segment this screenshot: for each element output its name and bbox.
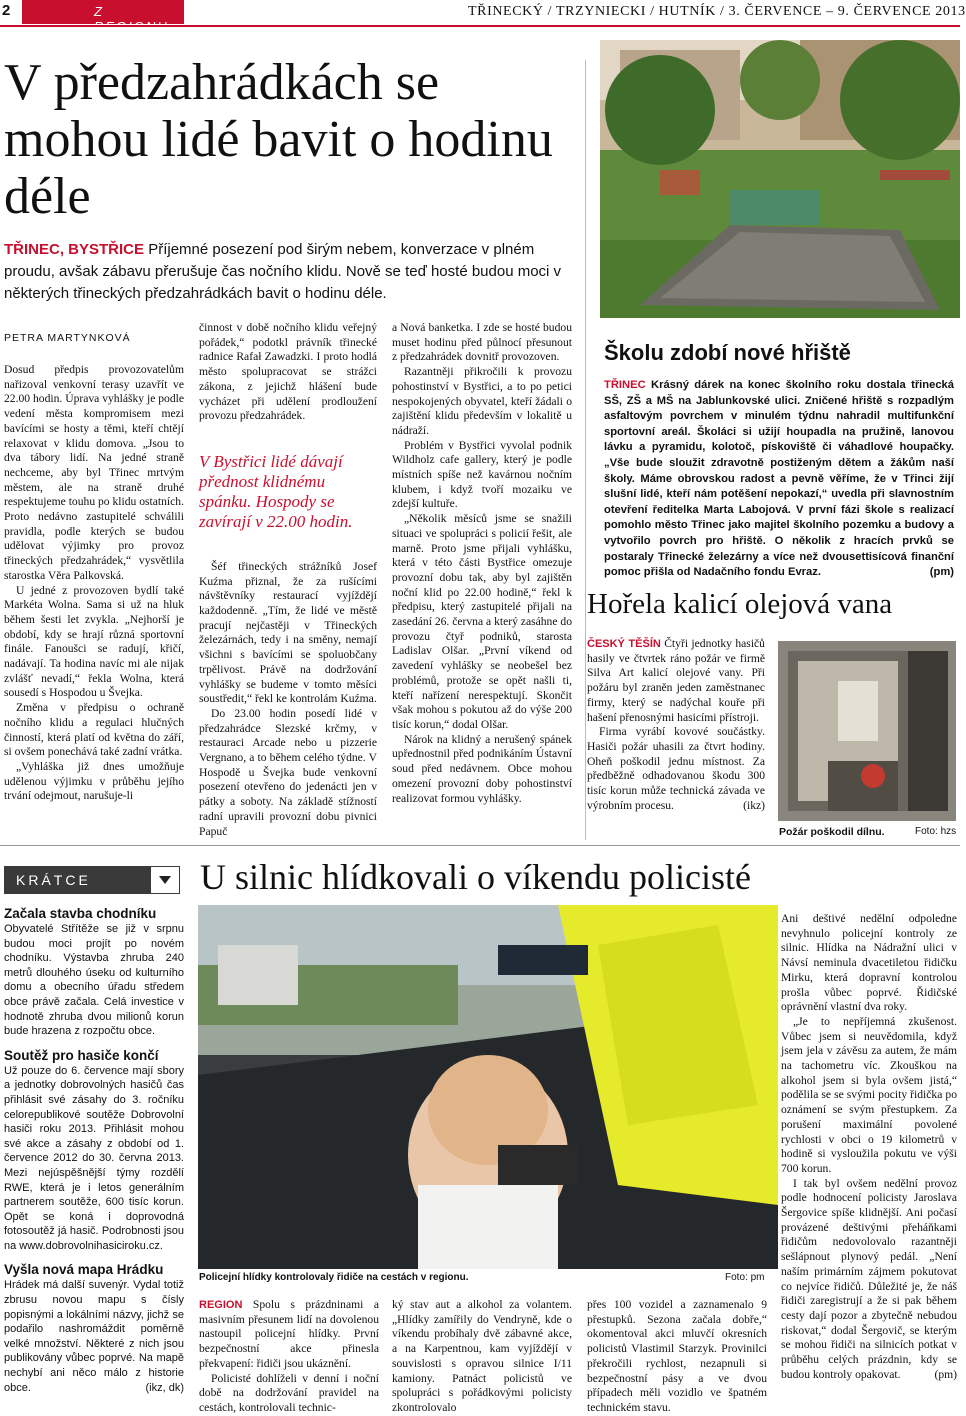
kratce-item (4, 905, 184, 1039)
kratce-item (4, 1261, 184, 1395)
police-col-1 (199, 1298, 379, 1413)
oil-credit: Foto: hzs (915, 826, 957, 837)
paragraph (781, 1177, 957, 1383)
lead-place: TŘINEC, BYSTŘICE (4, 241, 145, 258)
kratce-item-title: Vyšla nová mapa Hrádku (4, 1262, 164, 1278)
paragraph: a Nová banketka. I zde se hosté budou muset hodinu před půlnocí přesunout z předzahrádek dovnitř provozoven. (392, 321, 572, 364)
paragraph: „Je to nepříjemná zkušenost. Vůbec jsem si neuvědomila, když jsem jela v závěsu za autem, že mám na tachometru víc. Zkouškou na alkohol jsem si byla ovšem jistá,“ podělila se se svými pocity řidička po oznámení se svým přestupkem. Za porušení maximální povolené rychlosti v obci o 19 kilometrů v hodině si vysloužila pokutu ve výši 700 korun. (781, 1014, 957, 1175)
paragraph: Razantněji přikročili k provozu pohostinství v Bystřici, a to po petici nespokojených obyvatel, kteří žádali o zajištění klidu především v lokalitě u nádraží. (392, 365, 572, 437)
police-credit: Foto: pm (725, 1272, 765, 1283)
page-number: 2 (2, 2, 11, 19)
oil-place: ČESKÝ TĚŠÍN (587, 638, 661, 650)
section-rule (0, 845, 960, 846)
masthead: TŘINECKÝ / TRZYNIECKI / HUTNÍK / 3. ČERVENCE – 9. ČERVENCE 2013 (468, 4, 966, 19)
paragraph: Policisté dohlíželi v denní i noční době na dodržování pravidel na cestách, kontrolovali technic- (199, 1371, 379, 1414)
main-col-2 (199, 321, 377, 841)
school-headline: Školu zdobí nové hřiště (604, 340, 851, 365)
paragraph: Nárok na klidný a nerušený spánek upřednostnil před podnikáním Ústavní soud před nedávnem. Obce mohou omezení provozní doby pohostinství realizovat formou vyhlášky. (392, 732, 572, 805)
kratce-item-text: Obyvatelé Střítěže se již v srpnu budou moci projít po novém chodníku. Výstavba zhruba 240 metrů dlouhého úseku od kulturního domu a obecního úřadu středem obce právě začala. Celá investice v hodnotě zhruba dvou milionů korun bude hrazena z rozpočtu obce. (4, 923, 184, 1038)
paragraph (587, 725, 765, 813)
paragraph: Do 23.00 hodin posedí lidé v předzahrádce Slezské krčmy, v restauraci Arcade nebo u pizzerie Vergnano, a to během celého týdne. V Hospodě u Švejka bude venkovní posezení otevřeno do jedenácti jen v pátky a soboty. Na základě stížností radní upravili provozní dobu pivnici Papuč (199, 706, 377, 838)
paragraph (199, 1298, 379, 1372)
school-sign: (pm) (929, 566, 954, 579)
paragraph: ký stav aut a alkohol za volantem. „Hlídky zamířily do Vendryně, kde o víkendu probíhaly dvě zábavné akce, a na Karpentnou, kam vyjíždějí v souvislosti s opravou silnice I/11 kamiony. Patnáct policistů ve spolupráci s pořádkovými policisty zkontrolovalo (392, 1298, 572, 1414)
police-image (198, 905, 778, 1269)
oil-sign: (ikz) (743, 798, 765, 812)
kratce-sign: (ikz, dk) (145, 1381, 184, 1394)
school-text (604, 378, 954, 579)
playground-image (600, 40, 960, 318)
paragraph: Problém v Bystřici vyvolal podnik Wildholz cafe gallery, který je podle místních spíše než kavárnou nočním klubem, i když tvoří mozaiku ve zdejší kultuře. (392, 438, 572, 511)
paragraph: U jedné z provozoven bydlí také Markéta Wolna. Sama si už na hluk během šesti let zvykla. „Nejhorší je období, kdy se hrají různá sportovní finále. Fanoušci se radují, křičí, nadávají. Ta hodina navíc mi ale nijak zvlášť nevadí,“ řekla Wolna, která sousedí s Hospodou u Švejka. (4, 583, 184, 700)
police-body: Spolu s prázdninami a masivním přesunem lidí na dovolenou nastoupil policejní hlídky. První bezpečnostní akce přinesla překvapení: řidiči jsou ukáznění. (199, 1298, 379, 1370)
paragraph: Změna v předpisu o ochraně nočního klidu a regulaci hlučných činností, která platí od května do září, si ovšem ponechává také zadní vrátka. (4, 701, 184, 759)
kratce-item-text: Už pouze do 6. července mají sbory a jednotky dobrovolných hasičů čas přihlásit své zásahy do 3. ročníku celorepublikové soutěže Dobrovolní hasiči roku 2013. Přihlásit mohou své akce a zásahy z období od 1. července 2012 do 30. června 2013. Mezi nejúspěšnější týmy rozdělí RWE, která je i letos generálním partnerem soutěže, 600 tisíc korun. Opět se koná i doprovodná fotosoutěž já hasič. Podrobnosti jsou na www.dobrovolnihasiciroku.cz. (4, 1064, 184, 1252)
school-body: Krásný dárek na konec školního roku dostala třinecká SŠ, ZŠ a MŠ na Jablunkovské ulici. Zničené hřiště s rozpadlým asfaltovým povrchem v minulém týdnu nahradil multifunkční sportovní areál. Školáci si užijí houpadla na pružině, lanovou lávku a pyramidu, kolotoč, pískoviště či váhadlové houpačky. „Vše bude sloužit zdravotně postiženým dětem a žákům naší školy. Máme obrovskou radost a pevně věříme, že v Třinci žijí slušní lidé, kteří nám potěšení nepokazí,“ uvedla při slavnostním otevření ředitelka Marta Labojová. V první fázi škole s realizací pomohlo město Třinec jako majitel školního pozemku a budovy a vytvořilo povrch pro hřiště. O několik z hracích prvků se postaraly Třinecké železárny a více než dvousettisícová finanční pomoc přišla od Nadačního fondu Evraz. (604, 379, 954, 579)
oil-text (587, 637, 765, 841)
police-headline: U silnic hlídkovali o víkendu policisté (200, 857, 751, 897)
chevron-down-icon (150, 866, 180, 894)
paragraph: „Vyhláška již dnes umožňuje udělenou výjimku v průběhu jejího trvání odejmout, narušuje-li (4, 759, 184, 803)
paragraph: přes 100 vozidel a zaznamenalo 9 přestupků. Sezona začala dobře,“ okomentoval akci mluvčí okresních policistů Vlastimil Starzyk. Provinilci překročili rychlost, nezapnuli si bezpečnostní pásy a ve dvou případech měli vozidlo ve špatném technickém stavu. (587, 1298, 767, 1414)
header-rule (0, 25, 960, 27)
oil-photo (778, 641, 956, 821)
paragraph: činnost v době nočního klidu veřejný pořádek,“ podotkl právník třinecké radnice Rafał Zawadzki. I proto hodlá město spolupracovat se strážci zákona, z jejichž hlášení bude vycházet při udělení prodloužení provozu předzahrádek. (199, 321, 377, 423)
paragraph: Ani deštivé nedělní odpoledne nevyhnulo policejní kontroly ze silnic. Hlídka na Nádražní ulici v Návsí neminula dvacetiletou řidičku Mirku, která dopravní kontrolou prošla vůbec poprvé. Řidičské oprávnění vlastní dva roky. (781, 912, 957, 1014)
oil-caption: Požár poškodil dílnu. (779, 826, 885, 838)
lead-text: Příjemné posezení pod širým nebem, konverzace v plném proudu, avšak zábavu přerušuje čas nočního klidu. Nově se teď hosté budou moci v některých třineckých předzahrádkách bavit o hodinu déle. (4, 241, 562, 302)
kratce-item-title: Začala stavba chodníku (4, 906, 157, 921)
police-sign: (pm) (934, 1367, 957, 1381)
kratce-item-title: Soutěž pro hasiče končí (4, 1047, 159, 1063)
police-right-col (781, 912, 957, 1412)
oil-body: Čtyři jednotky hasičů hasily ve čtvrtek ráno požár ve firmě Silva Art kalicí olejové vany. Při požáru byl zraněn jeden zaměstnanec firmy, který se nadýchal kouře při hašení přenosnými hasicími přístroji. (587, 637, 765, 724)
pull-quote: V Bystřici lidé dávají přednost klidnému spánku. Hospody se zavírají v 22.00 hodin. (199, 451, 353, 531)
author-byline: PETRA MARTYNKOVÁ (4, 332, 131, 344)
main-col-3 (392, 321, 572, 841)
kratce-header (4, 866, 180, 894)
kratce-list (4, 905, 184, 1413)
kratce-item (4, 1047, 184, 1254)
paragraph: Dosud předpis provozovatelům nařizoval venkovní terasy uzavřít ve 22.00 hodin. Úprava vyhlášky je podle vedení města kompromisem mezi bavícími se hosty a těmi, kteří chtějí relaxovat v klidu domova. „Jsou to dva tábory lidí. Na jedné straně nechceme, aby byl Třinec mrtvým městem, ale na straně druhé respektujeme touhu po klidu ostatních. Proto nedávno zastupitelé schválili pravidla, podle kterých se budou udělovat výjimky pro provoz třineckých předzahrádek,“ vysvětlila starostka Věra Palkovská. (4, 363, 184, 582)
police-col-3 (587, 1298, 767, 1413)
police-col-2 (392, 1298, 572, 1413)
paragraph (587, 637, 765, 725)
police-place: REGION (199, 1299, 243, 1311)
police-photo (198, 905, 778, 1269)
paragraph: Šéf třineckých strážníků Josef Kuźma přiznal, že za rušícími návštěvníky restaurací vyjíždějí každodenně. „Tím, že lidé ve městě pracují nejčastěji v Třineckých železárnách, tedy i na směny, nemají všichni s bavícími se spoluobčany trpělivost. Právě na dodržování vyhlášky se budeme v tomto měsíci soustředit,“ řekl ke kontrolám Kuźma. (199, 559, 377, 706)
fire-image (778, 641, 956, 821)
kratce-label: KRÁTCE (16, 872, 91, 888)
playground-photo (600, 40, 960, 318)
school-place: TŘINEC (604, 379, 646, 391)
main-lead (4, 239, 564, 305)
oil-headline: Hořela kalicí olejová vana (587, 588, 893, 620)
kratce-item-text (4, 1278, 184, 1395)
oil-body: Firma vyrábí kovové součástky. Hasiči požár uhasili za čtvrt hodiny. Oheň poškodil jednu místnost. Za předběžně odhadovanou škodu 300 tisíc korun může technická závada ve výrobním procesu. (587, 725, 765, 812)
main-headline: V předzahrádkách se mohou lidé bavit o hodinu déle (4, 54, 553, 225)
section-tab (22, 0, 184, 24)
column-divider (585, 60, 586, 840)
kratce-item-body: Hrádek má další suvenýr. Vydal totiž zbrusu novou mapu s čísly popisnými a lokálními názvy, jichž se podařilo nashromáždit poměrně velké množství. Některé z nich jsou publikovány vůbec poprvé. Na mapě nechybí ani něco málo z historie obce. (4, 1279, 184, 1394)
police-body: I tak byl ovšem nedělní provoz podle hodnocení policisty Jaroslava Šergovice spíše klidnější. Ani počasí provázené deštivými přeháňkami řidičům nedovolovalo razantněji sešlápnout plynový pedál. „Není naším primárním zájmem pokutovat co nejvíce řidičů. Důležité je, že náš řidiči zaregistrují a že si pak během cesty dají pozor a zbytečně nebudou riskovat,“ dodal Šergovič, se kterým se mohou řidiči na silnicích potkat v průběhu celých prázdnin, kdy se budou kontroly opakovat. (781, 1176, 957, 1381)
main-col-1 (4, 363, 184, 839)
paragraph: „Několik měsíců jsme se snažili situaci ve spolupráci s policií řešit, ale marně. Proto jsme přijali vyhlášku, která v této části Bystřice omezuje provozní dobu tak, aby byl zajištěn noční klid po 22.00 hodině,“ řekl k předpisu, který zastupitelé přijali na zasedání 26. června a který zasáhne do provozu čtyř podniků, starosta Ladislav Olšar. „První víkend od zavedení vyhlášky se neobešel bez problémů, protože se opět našli ti, kteří nařízení nerespektují. Skončit však mohou s pokutou až do výše 200 tisíc korun,“ dodal Olšar. (392, 512, 572, 731)
police-caption: Policejní hlídky kontrolovaly řidiče na cestách v regionu. (199, 1272, 469, 1283)
section-label: Z (94, 4, 104, 19)
